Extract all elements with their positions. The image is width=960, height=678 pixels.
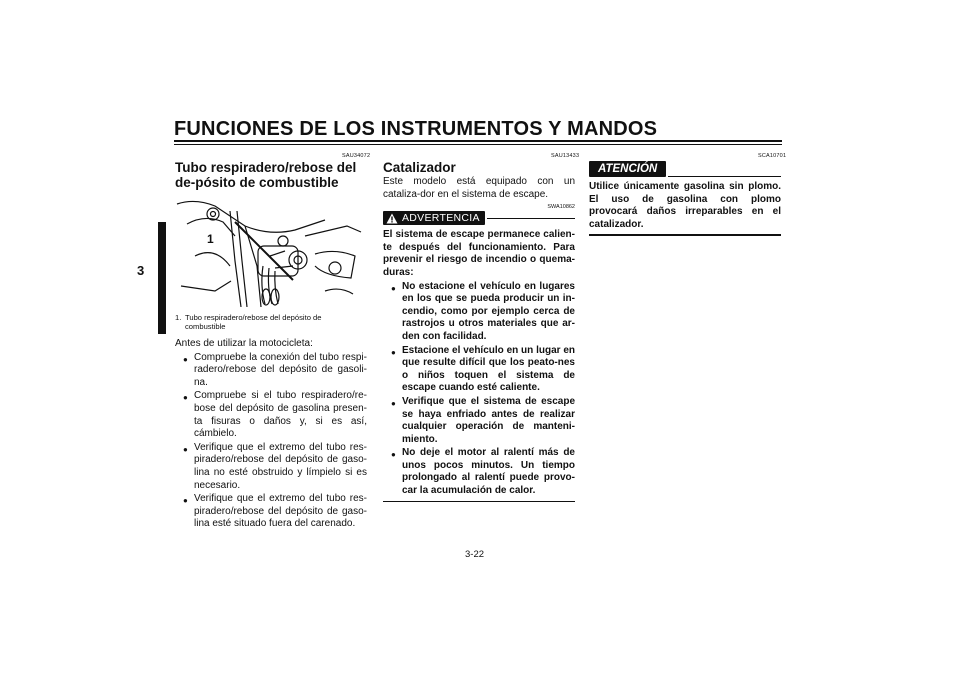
page-number: 3-22 [465, 549, 485, 560]
section-code: SAU34072 [342, 153, 371, 159]
bullet-icon: ● [183, 444, 188, 454]
bullet-icon: ● [183, 496, 188, 506]
header-rule-thick [174, 140, 782, 142]
checklist [175, 352, 367, 531]
intro-text: Este modelo está equipado con un cataliza-dor en el sistema de escape. [383, 176, 575, 200]
bullet-icon: ● [391, 283, 396, 293]
figure-callout-label: 1 [207, 232, 214, 246]
section-heading: Tubo respiradero/rebose del de-pósito de combustible [175, 160, 357, 190]
bullet-icon: ● [183, 393, 188, 403]
fuel-breather-section [175, 160, 367, 532]
caption-line-2: combustible [185, 322, 226, 331]
header-rule-thin [174, 144, 782, 145]
figure-caption [175, 313, 367, 331]
chapter-tab [158, 222, 166, 334]
bullet-icon: ● [391, 398, 396, 408]
list-item: ● Verifique que el extremo del tubo res-piradero/rebose del depósito de gaso-lina esté situado fuera del carenado. [183, 493, 367, 530]
bullet-icon: ● [391, 450, 396, 460]
warning-badge: ADVERTENCIA [383, 211, 485, 225]
intro-text: Antes de utilizar la motocicleta: [175, 338, 313, 349]
list-item: ● Verifique que el extremo del tubo res-piradero/rebose del depósito de gaso-lina no esté obstruido y límpielo si es necesario. [183, 441, 367, 491]
list-item: ● Compruebe la conexión del tubo respi-radero/rebose del depósito de gasoli-na. [183, 351, 367, 388]
caution-text: Utilice únicamente gasolina sin plomo. El uso de gasolina con plomo provocará daños irreparables en el catalizador. [589, 181, 781, 230]
warning-list [383, 281, 575, 498]
motorcycle-figure [175, 196, 365, 307]
list-item: ● No deje el motor al ralentí más de unos pocos minutos. Un tiempo prolongado al ralentí puede provo-car la acumulación de calor. [391, 447, 575, 497]
warning-triangle-icon [386, 213, 398, 224]
warning-header [383, 211, 575, 225]
caution-badge: ATENCIÓN [589, 161, 666, 177]
warning-rule [487, 218, 575, 219]
breather-hose-illustration [175, 196, 365, 307]
caution-section [589, 161, 781, 236]
bullet-icon: ● [391, 347, 396, 357]
bullet-icon: ● [183, 354, 188, 364]
caution-end-rule [589, 234, 781, 236]
list-item: ● Estacione el vehículo en un lugar en que resulte difícil que los peato-nes o niños toquen el sistema de escape cuando esté caliente. [391, 344, 575, 394]
section-heading: Catalizador [383, 160, 456, 175]
list-item: ● Verifique que el sistema de escape se haya enfriado antes de realizar cualquier operación de manteni-miento. [391, 395, 575, 445]
page-title: FUNCIONES DE LOS INSTRUMENTOS Y MANDOS [174, 118, 658, 140]
list-item: ● Compruebe si el tubo respiradero/re-bose del depósito de gasolina presen-ta fisuras o daños y, si es así, cámbielo. [183, 390, 367, 440]
section-code: SAU13433 [551, 153, 580, 159]
warning-code: SWA10862 [547, 204, 575, 211]
warning-end-rule [383, 501, 575, 503]
warning-text: El sistema de escape permanece calien-te después del funcionamiento. Para prevenir el riesgo de incendio o quema-duras: [383, 229, 575, 278]
list-item: ● No estacione el vehículo en lugares en los que se pueda producir un in-cendio, como por ejemplo cerca de rastrojos u otros materiales que ar-den con facilidad. [391, 280, 575, 342]
caution-header [589, 161, 781, 177]
caption-line-1: Tubo respiradero/rebose del depósito de [185, 313, 322, 322]
caution-rule [668, 176, 781, 177]
chapter-number: 3 [137, 263, 145, 278]
section-code: SCA10701 [758, 153, 787, 159]
caption-number: 1. [175, 313, 182, 322]
catalyst-section [383, 160, 575, 502]
